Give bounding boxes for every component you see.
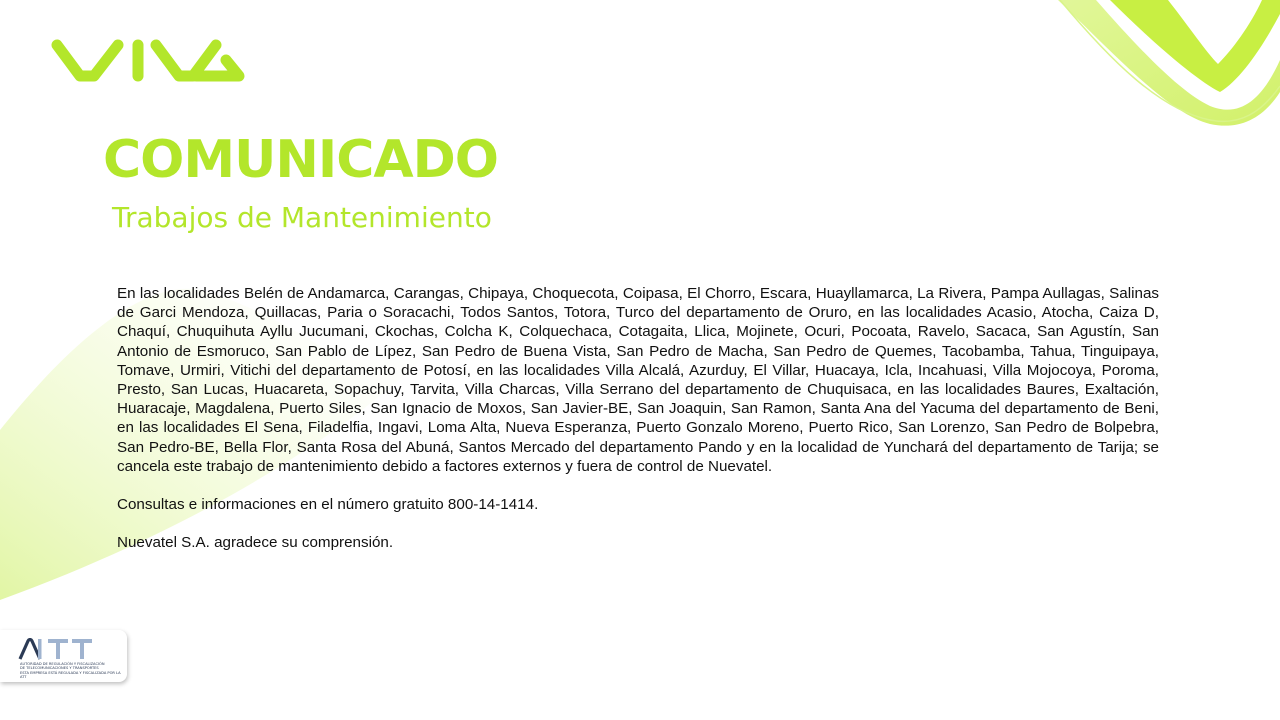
page-subtitle: Trabajos de Mantenimiento — [112, 201, 492, 234]
contact-paragraph: Consultas e informaciones en el número gratuito 800-14-1414. — [117, 496, 539, 514]
att-caption-line: DE TELECOMUNICACIONES Y TRANSPORTES — [20, 666, 99, 671]
viva-logo — [50, 38, 250, 84]
page-title: COMUNICADO — [103, 130, 498, 190]
att-caption — [20, 662, 122, 680]
closing-paragraph: Nuevatel S.A. agradece su comprensión. — [117, 534, 394, 552]
att-badge — [0, 630, 127, 682]
announcement-paragraph: En las localidades Belén de Andamarca, Carangas, Chipaya, Choquecota, Coipasa, El Chorro, Escara, Huayllamarca, La Rivera, Pampa Aullagas, Salinas de Garci Mendoza, Quillacas, Paria o Soracachi, Todos Santos, Totora, Turco del departamento de Oruro, en las localidades Acasio, Atocha, Caiza D, Chaquí, Chuquihuta Ayllu Jucumani, Ckochas, Colcha K, Colquechaca, Cotagaita, Llica, Mojinete, Ocuri, Pocoata, Ravelo, Sacaca, San Agustín, San Antonio de Esmoruco, San Pablo de Lípez, San Pedro de Buena Vista, San Pedro de Macha, San Pedro de Quemes, Tacobamba, Tahua, Tinguipaya, Tomave, Urmiri, Vitichi del departamento de Potosí, en las localidades Villa Alcalá, Azurduy, El Villar, Huacaya, Icla, Incahuasi, Villa Mojocoya, Poroma, Presto, San Lucas, Huacareta, Sopachuy, Tarvita, Villa Charcas, Villa Serrano del departamento de Chuquisaca, en las localidades Baures, Exaltación, Huaracaje, Magdalena, Puerto Siles, San Ignacio de Moxos, San Javier-BE, San Joaquin, San Ramon, Santa Ana del Yacuma del departamento de Beni, en las localidades El Sena, Filadelfia, Ingavi, Loma Alta, Nueva Esperanza, Puerto Gonzalo Moreno, Puerto Rico, San Lorenzo, San Pedro de Bolpebra, San Pedro-BE, Bella Flor, Santa Rosa del Abuná, Santos Mercado del departamento Pando y en la localidad de Yunchará del departamento de Tarija; se cancela este trabajo de mantenimiento debido a factores externos y fuera de control de Nuevatel. — [117, 285, 1159, 475]
att-caption-line: AUTORIDAD DE REGULACIÓN Y FISCALIZACIÓN — [20, 662, 105, 666]
att-caption-line: ESTA EMPRESA ESTÁ REGULADA Y FISCALIZADA POR LA ATT — [20, 670, 121, 680]
att-logo — [18, 638, 96, 660]
announcement-body — [117, 284, 1159, 571]
